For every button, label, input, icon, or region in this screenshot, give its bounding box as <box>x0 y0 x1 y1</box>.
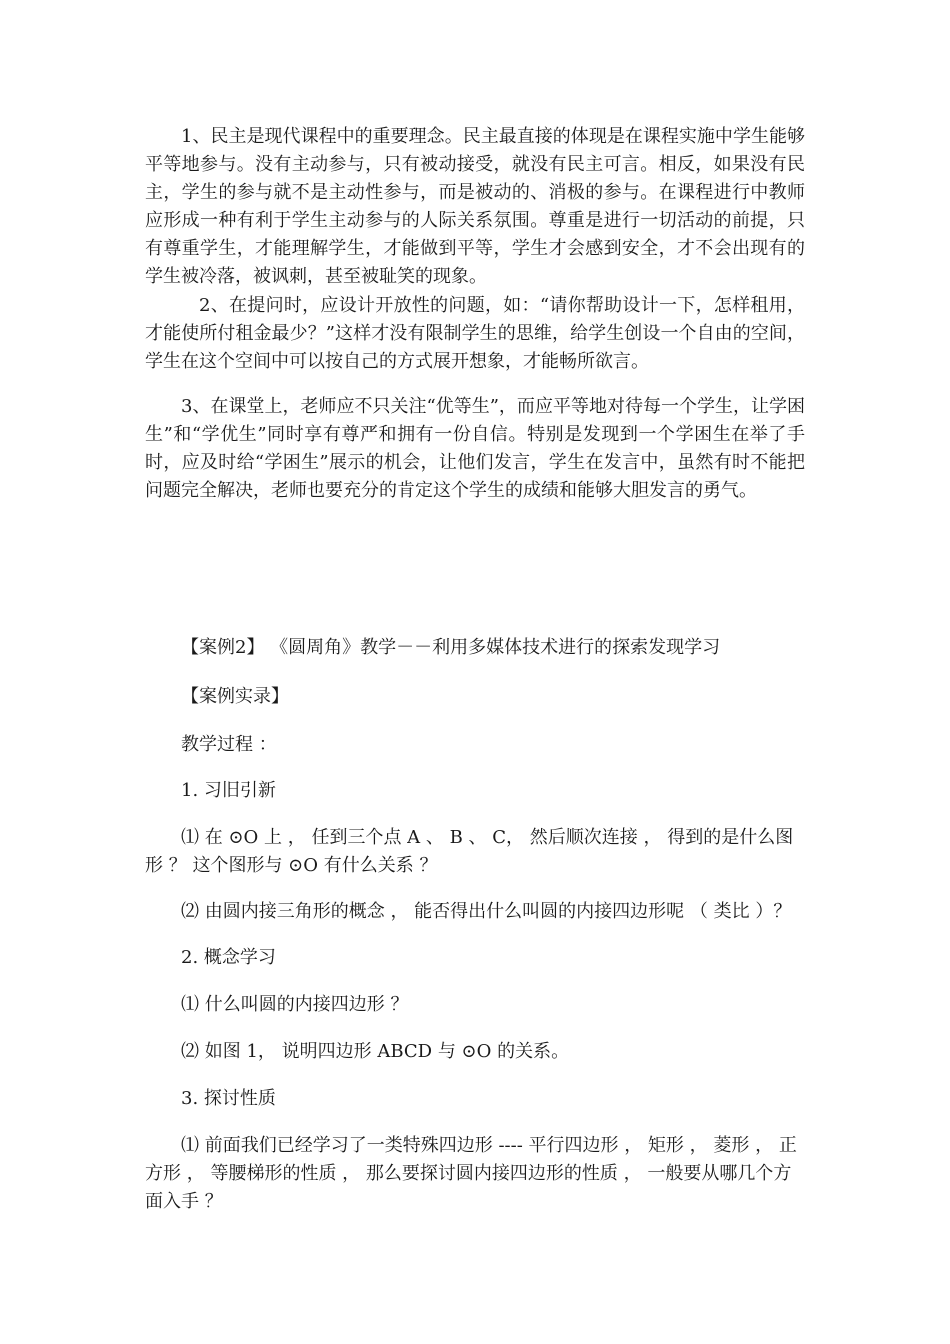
section-1-heading: 1. 习旧引新 <box>181 780 276 801</box>
case-record-heading: 【案例实录】 <box>181 686 289 707</box>
case-title: 【案例2】 《圆周角》教学－－利用多媒体技术进行的探索发现学习 <box>181 637 721 658</box>
paragraph-classroom: 3、在课堂上，老师应不只关注“优等生”，而应平等地对待每一个学生，让学困生”和“学优生”同时享有尊严和拥有一份自信。特别是发现到一个学困生在举了手时，应及时给“学困生”展示的机会，让他们发言，学生在发言中，虽然有时不能把问题完全解决，老师也要充分的肯定这个学生的成绩和能够大胆发言的勇气。 <box>145 396 805 501</box>
section-2-question-2: ⑵ 如图 1， 说明四边形 ABCD 与 ⊙O 的关系。 <box>181 1041 570 1062</box>
section-3-question-1: ⑴ 前面我们已经学习了一类特殊四边形 ---- 平行四边形 ， 矩形 ， 菱形 ， 正方形 ， 等腰梯形的性质 ， 那么要探讨圆内接四边形的性质 ， 一般要从哪几个方面入手 ？ <box>145 1135 797 1212</box>
section-1-question-2: ⑵ 由圆内接三角形的概念 ， 能否得出什么叫圆的内接四边形呢 （ 类比 ）？ <box>181 901 792 922</box>
section-3-heading: 3. 探讨性质 <box>181 1088 276 1109</box>
teaching-process-heading: 教学过程 ： <box>181 734 277 755</box>
section-2-question-1: ⑴ 什么叫圆的内接四边形 ？ <box>181 994 409 1015</box>
section-1-question-1: ⑴ 在 ⊙O 上 ， 任到三个点 A 、 B 、 C， 然后顺次连接 ， 得到的是什么图形 ？ 这个图形与 ⊙O 有什么关系 ？ <box>145 827 794 876</box>
paragraph-democracy: 1、民主是现代课程中的重要理念。民主最直接的体现是在课程实施中学生能够平等地参与。没有主动参与，只有被动接受，就没有民主可言。相反，如果没有民主，学生的参与就不是主动性参与，而是被动的、消极的参与。在课程进行中教师应形成一种有利于学生主动参与的人际关系氛围。尊重是进行一切活动的前提，只有尊重学生，才能理解学生，才能做到平等，学生才会感到安全，才不会出现有的学生被冷落，被讽刺，甚至被耻笑的现象。 <box>145 126 805 287</box>
paragraph-questioning: 2、在提问时，应设计开放性的问题，如：“请你帮助设计一下，怎样租用，才能使所付租金最少？”这样才没有限制学生的思维，给学生创设一个自由的空间，学生在这个空间中可以按自己的方式展开想象，才能畅所欲言。 <box>145 295 805 372</box>
section-2-heading: 2. 概念学习 <box>181 947 276 968</box>
